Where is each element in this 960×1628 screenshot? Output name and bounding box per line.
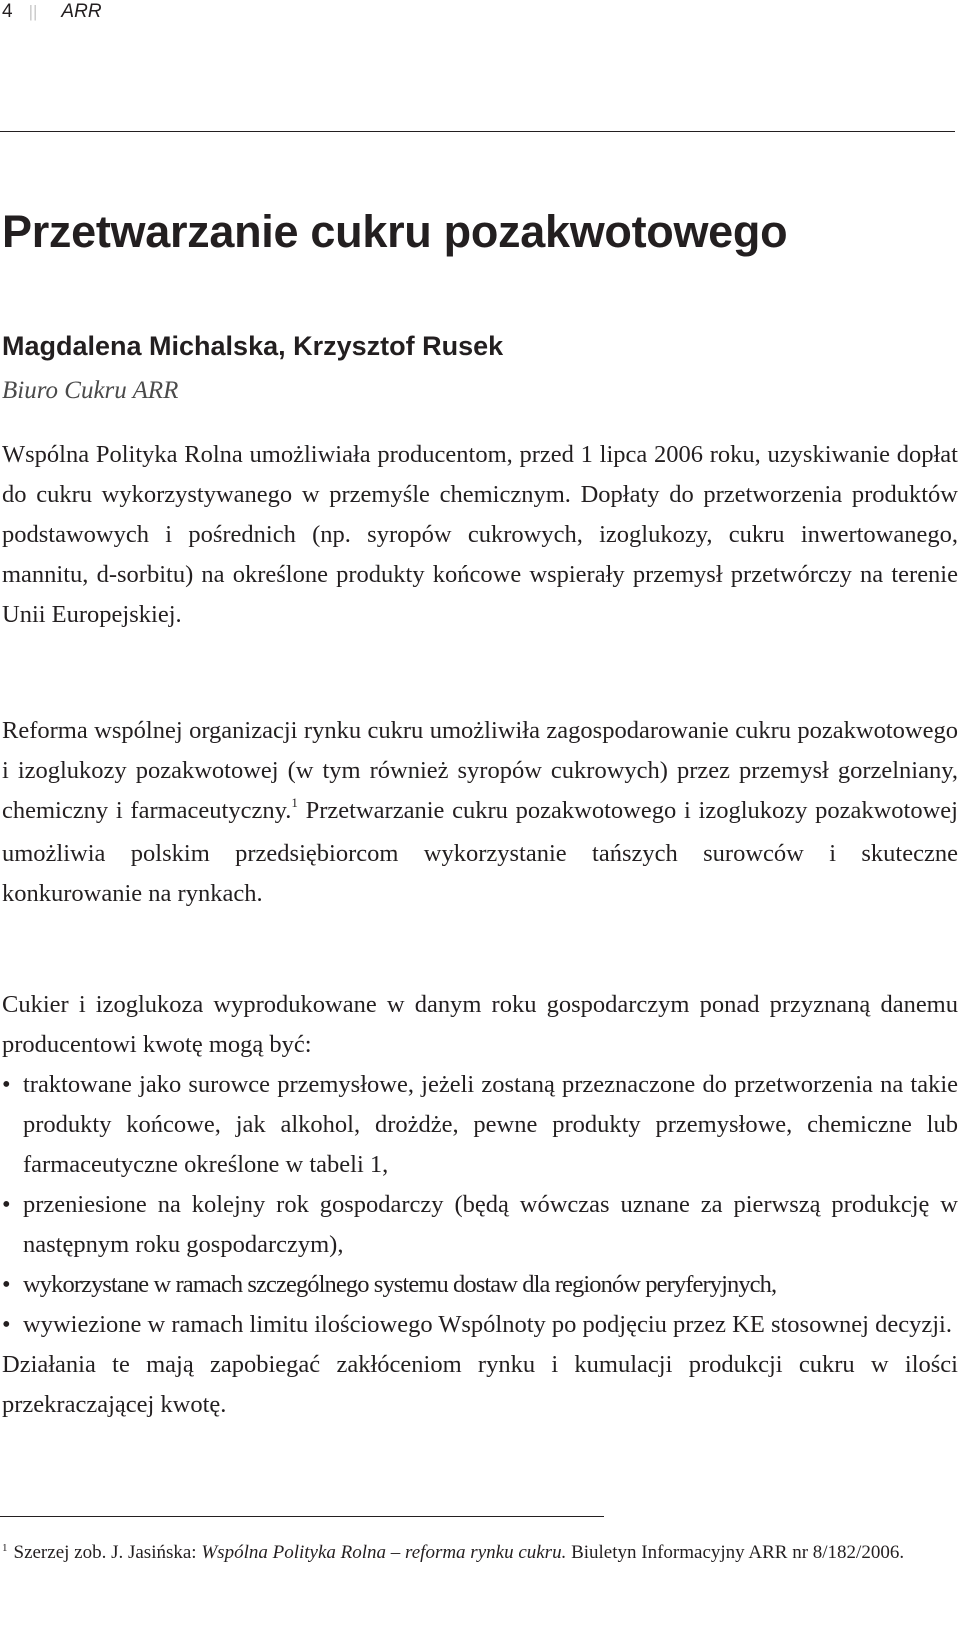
list-item-text: traktowane jako surowce przemysłowe, jeżeli zostaną przeznaczone do przetworzenia na takie produkty końcowe, jak alkohol, drożdże, pewne produkty przemysłowe, chemiczne lub farmaceutyczne określone w tabeli 1, — [23, 1071, 958, 1178]
journal-name: ARR — [61, 1, 102, 22]
footnote-tail: Biuletyn Informacyjny ARR nr 8/182/2006. — [566, 1542, 905, 1563]
paragraph-1-text: Wspólna Polityka Rolna umożliwiała producentom, przed 1 lipca 2006 roku, uzyskiwanie dopłat do cukru wykorzystywanego w przemyśle chemicznym. Dopłaty do przetworzenia produktów podstawowych i pośrednich (np. syropów cukrowych, izoglukozy, cukru inwertowanego, mannitu, d-sorbitu) na określone produkty końcowe wspierały przemysł przetwórczy na terenie Unii Europejskiej. — [2, 441, 958, 628]
paragraph-2 — [2, 711, 958, 914]
paragraph-3-outro: Działania te mają zapobiegać zakłóceniom rynku i kumulacji produkcji cukru w ilości przekraczającej kwotę. — [2, 1351, 958, 1418]
footnote — [2, 1540, 958, 1568]
footnote-rule — [0, 1516, 604, 1517]
paragraph-3 — [2, 985, 958, 1425]
list-item — [2, 1265, 958, 1305]
header-rule — [0, 131, 955, 132]
paragraph-1 — [2, 435, 958, 635]
bullet-icon: • — [2, 1071, 11, 1098]
paragraph-2-text — [2, 711, 958, 914]
list-item-text: przeniesione na kolejny rok gospodarczy (będą wówczas uznane za pierwszą produkcję w następnym roku gospodarczym), — [23, 1191, 958, 1258]
bullet-list — [2, 1065, 958, 1345]
list-item — [2, 1065, 958, 1185]
bullet-icon: • — [2, 1311, 11, 1338]
paragraph-2-part-2: Przetwarzanie cukru pozakwotowego i izoglukozy pozakwotowej umożliwia polskim przedsiębiorcom wykorzystanie tańszych surowców i skuteczne konkurowanie na rynkach. — [2, 797, 958, 907]
footnote-reference[interactable]: 1 — [291, 795, 298, 810]
page-number: 4 — [2, 1, 13, 22]
article-authors: Magdalena Michalska, Krzysztof Rusek — [2, 331, 504, 361]
list-item — [2, 1305, 958, 1345]
bullet-icon: • — [2, 1271, 11, 1298]
footnote-number: 1 — [2, 1542, 8, 1554]
header-separator: || — [28, 2, 38, 21]
list-item — [2, 1185, 958, 1265]
footnote-italic-title: Wspólna Polityka Rolna – reforma rynku cukru. — [201, 1542, 567, 1563]
footnote-lead: Szerzej zob. J. Jasińska: — [13, 1542, 202, 1563]
bullet-icon: • — [2, 1191, 11, 1218]
author-affiliation: Biuro Cukru ARR — [2, 377, 179, 404]
article-title: Przetwarzanie cukru pozakwotowego — [2, 206, 788, 257]
paragraph-3-intro: Cukier i izoglukoza wyprodukowane w danym roku gospodarczym ponad przyznaną danemu producentowi kwotę mogą być: — [2, 991, 958, 1058]
list-item-text: wywiezione w ramach limitu ilościowego Wspólnoty po podjęciu przez KE stosownej decyzji. — [23, 1311, 952, 1338]
paragraph-2-part-1: Reforma wspólnej organizacji rynku cukru umożliwiła zagospodarowanie cukru pozakwotowego i izoglukozy pozakwotowej (w tym również syropów cukrowych) przez przemysł gorzelniany, chemiczny i farmaceutyczny. — [2, 717, 958, 824]
running-header — [2, 0, 102, 24]
list-item-text: wykorzystane w ramach szczególnego systemu dostaw dla regionów peryferyjnych, — [23, 1271, 777, 1298]
